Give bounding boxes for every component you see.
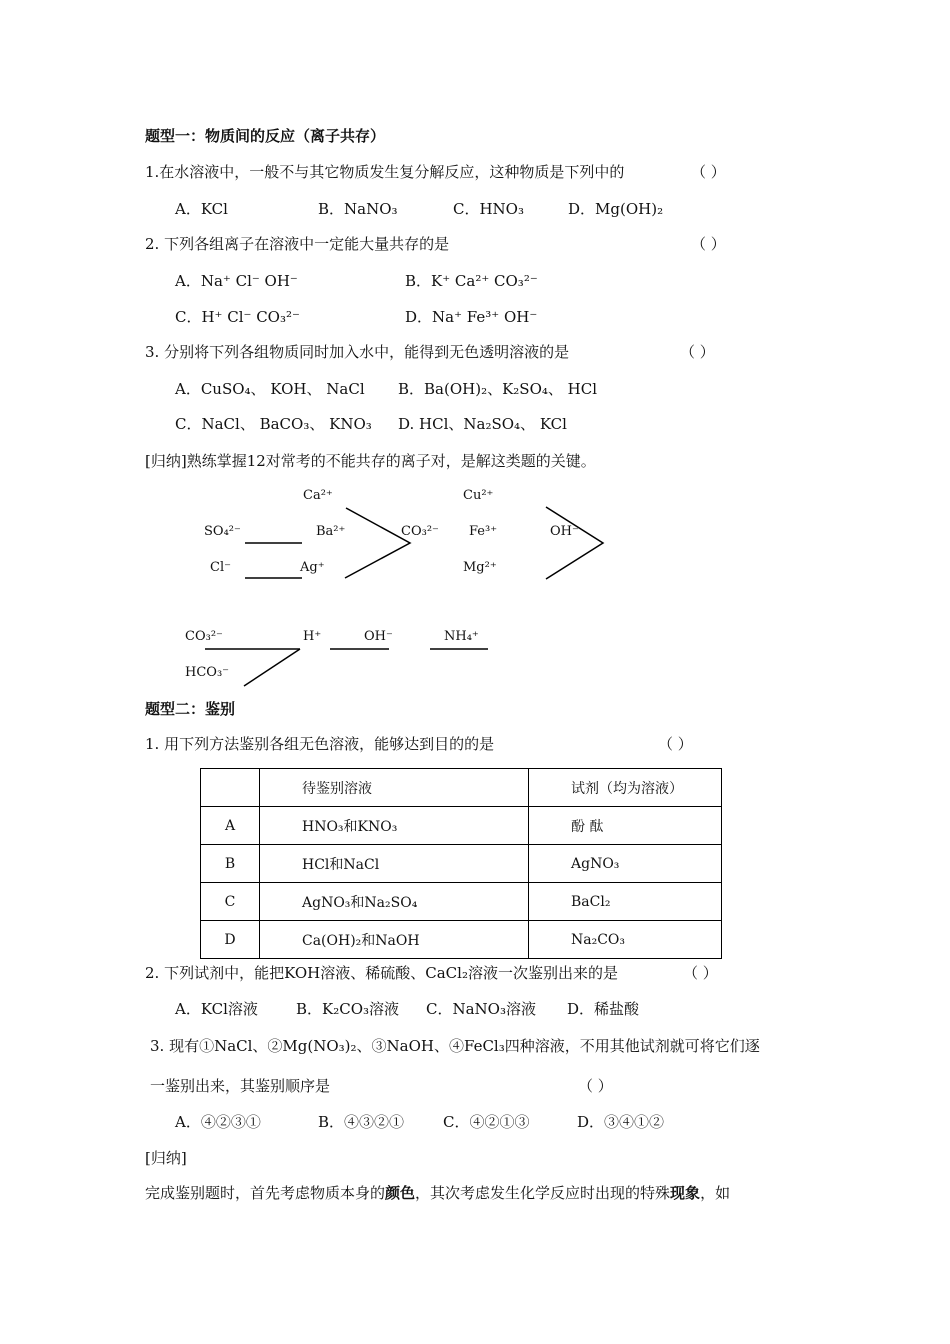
section1-title: 题型一：物质间的反应（离子共存） — [145, 127, 386, 145]
ion-hco3: HCO₃⁻ — [185, 665, 230, 680]
ion-so4: SO₄²⁻ — [204, 524, 241, 539]
s2-q3-option-d: D．③④①② — [577, 1113, 665, 1131]
s2-q1-stem: 1. 用下列方法鉴别各组无色溶液，能够达到目的的是 — [145, 735, 495, 753]
table-cell: AgNO₃和Na₂SO₄ — [260, 883, 529, 921]
summary-text: ，其次考虑发生化学反应时出现的特殊 — [415, 1184, 671, 1202]
q1-option-b: B．NaNO₃ — [318, 200, 398, 218]
ion-oh: OH⁻ — [550, 524, 579, 539]
s2-q2-option-a: A．KCl溶液 — [175, 1000, 258, 1018]
section2-title: 题型二：鉴别 — [145, 700, 236, 718]
q2-stem: 2. 下列各组离子在溶液中一定能大量共存的是 — [145, 235, 450, 253]
q2-option-d: D．Na⁺ Fe³⁺ OH⁻ — [405, 308, 538, 326]
s2-q2-option-b: B．K₂CO₃溶液 — [296, 1000, 400, 1018]
s2-q3-option-a: A．④②③① — [175, 1113, 261, 1131]
table-cell: HCl和NaCl — [260, 845, 529, 883]
q3-option-d: D. HCl、Na₂SO₄、 KCl — [398, 415, 567, 433]
q3-option-a: A．CuSO₄、 KOH、 NaCl — [175, 380, 365, 398]
ion-ag: Ag⁺ — [300, 560, 325, 575]
q2-bracket: （ ） — [691, 235, 726, 253]
q1-option-c: C．HNO₃ — [453, 200, 524, 218]
ion-oh-b: OH⁻ — [364, 629, 393, 644]
ion-ba: Ba²⁺ — [316, 524, 346, 539]
s2-q3-stem-line1: 3. 现有①NaCl、②Mg(NO₃)₂、③NaOH、④FeCl₃四种溶液，不用其他试剂就可将它们逐 — [150, 1037, 760, 1055]
s2-q3-bracket: （ ） — [578, 1077, 613, 1095]
table-cell: HNO₃和KNO₃ — [260, 807, 529, 845]
ion-cu: Cu²⁺ — [463, 488, 494, 503]
table-row — [201, 883, 722, 921]
table-cell: AgNO₃ — [529, 845, 722, 883]
s2-q2-option-c: C．NaNO₃溶液 — [426, 1000, 536, 1018]
q2-option-b: B．K⁺ Ca²⁺ CO₃²⁻ — [405, 272, 538, 290]
summary-text: ，如 — [700, 1184, 731, 1202]
identification-table — [200, 768, 722, 959]
table-header-row — [201, 769, 722, 807]
section1-summary: [归纳]熟练掌握12对常考的不能共存的离子对，是解这类题的关键。 — [145, 452, 596, 470]
table-row — [201, 845, 722, 883]
q3-option-b: B．Ba(OH)₂、K₂SO₄、 HCl — [398, 380, 598, 398]
q1-option-d: D．Mg(OH)₂ — [568, 200, 664, 218]
s2-q3-option-c: C．④②①③ — [443, 1113, 530, 1131]
ion-ca: Ca²⁺ — [303, 488, 333, 503]
q2-option-a: A．Na⁺ Cl⁻ OH⁻ — [175, 272, 298, 290]
table-cell: Ca(OH)₂和NaOH — [260, 921, 529, 959]
q3-stem: 3. 分别将下列各组物质同时加入水中，能得到无色透明溶液的是 — [145, 343, 570, 361]
s2-q1-bracket: （ ） — [658, 735, 693, 753]
q3-bracket: （ ） — [680, 343, 715, 361]
table-cell: C — [201, 883, 260, 921]
s2-q2-bracket: （ ） — [683, 964, 718, 982]
table-row — [201, 807, 722, 845]
q1-option-a: A．KCl — [175, 200, 228, 218]
table-cell: A — [201, 807, 260, 845]
s2-q2-option-d: D．稀盐酸 — [567, 1000, 640, 1018]
table-cell: Na₂CO₃ — [529, 921, 722, 959]
ion-nh4: NH₄⁺ — [444, 629, 479, 644]
table-cell: 酚 酞 — [529, 807, 722, 845]
q2-option-c: C．H⁺ Cl⁻ CO₃²⁻ — [175, 308, 300, 326]
s2-q3-stem-line2: 一鉴别出来，其鉴别顺序是 — [150, 1077, 331, 1095]
s2-q3-option-b: B．④③②① — [318, 1113, 405, 1131]
ion-cl: Cl⁻ — [210, 560, 231, 575]
q3-option-c: C．NaCl、 BaCO₃、 KNO₃ — [175, 415, 372, 433]
ion-h: H⁺ — [303, 629, 322, 644]
table-header-cell: 试剂（均为溶液） — [529, 769, 722, 807]
ion-fe: Fe³⁺ — [469, 524, 498, 539]
table-row — [201, 921, 722, 959]
ion-co3: CO₃²⁻ — [401, 524, 439, 539]
summary-text: 完成鉴别题时，首先考虑物质本身的 — [145, 1184, 386, 1202]
table-cell: BaCl₂ — [529, 883, 722, 921]
table-cell: D — [201, 921, 260, 959]
table-cell: B — [201, 845, 260, 883]
ion-co3-b: CO₃²⁻ — [185, 629, 223, 644]
q1-bracket: （ ） — [691, 163, 726, 181]
table-header-cell: 待鉴别溶液 — [260, 769, 529, 807]
section2-summary — [145, 1183, 730, 1203]
summary-keyword-phenomenon: 现象 — [670, 1184, 701, 1202]
summary-keyword-color: 颜色 — [385, 1184, 416, 1202]
q1-stem: 1.在水溶液中，一般不与其它物质发生复分解反应，这种物质是下列中的 — [145, 163, 625, 181]
table-header-cell — [201, 769, 260, 807]
section2-summary-label: [归纳] — [145, 1149, 187, 1167]
s2-q2-stem: 2. 下列试剂中，能把KOH溶液、稀硫酸、CaCl₂溶液一次鉴别出来的是 — [145, 964, 618, 982]
ion-mg: Mg²⁺ — [463, 560, 497, 575]
